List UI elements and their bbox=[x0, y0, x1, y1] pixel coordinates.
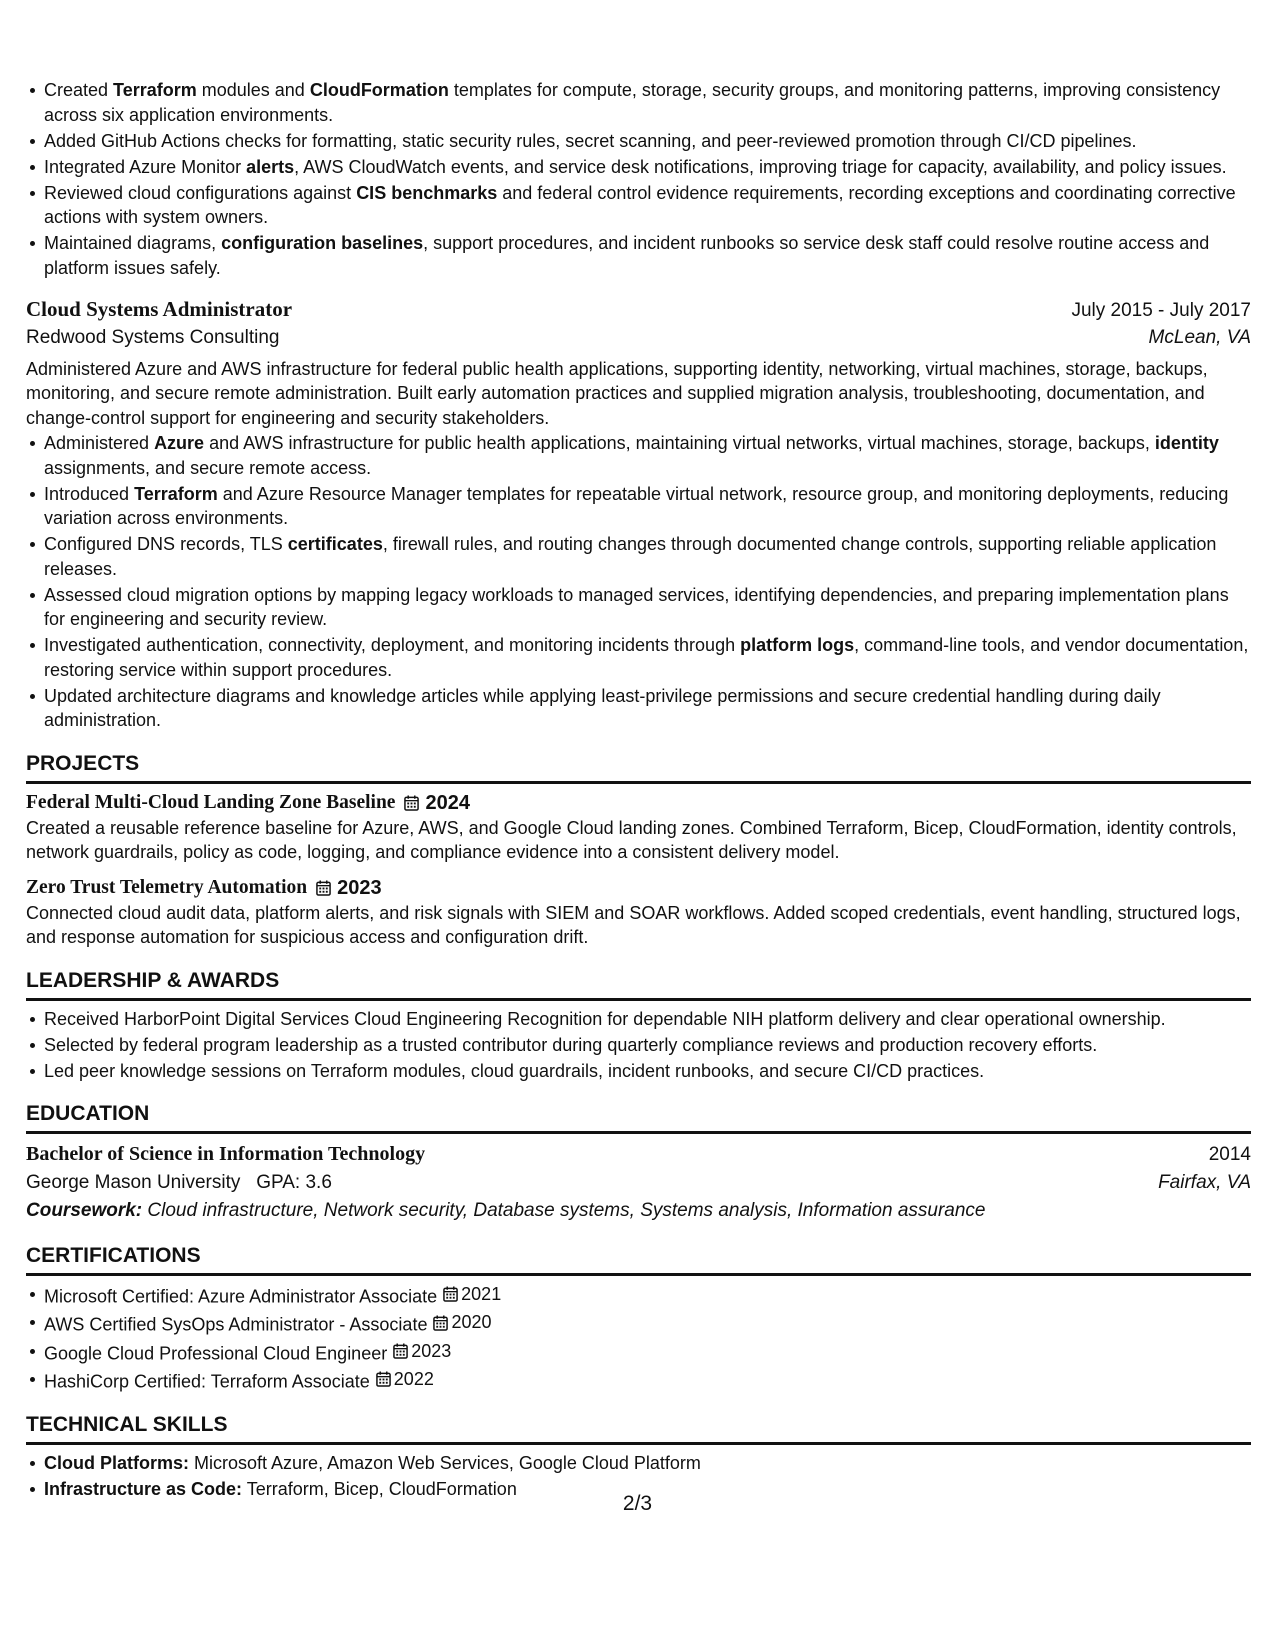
bullet-keyword: Terraform bbox=[113, 80, 197, 100]
bullet-text: Introduced bbox=[44, 483, 135, 504]
certification-year-group bbox=[393, 1339, 451, 1364]
project-year-group bbox=[404, 790, 470, 816]
job-dates: July 2015 - July 2017 bbox=[1071, 300, 1251, 321]
certification-year-group bbox=[376, 1367, 434, 1392]
certification-year: 2023 bbox=[411, 1340, 452, 1361]
bullet-text: assignments, and secure remote access. bbox=[44, 457, 372, 478]
bullet-text: , support procedures, and incident runbooks so service desk staff could resolve routine access and platform issues safely. bbox=[44, 233, 1210, 278]
project-title-row bbox=[26, 875, 1251, 901]
degree-title: Bachelor of Science in Information Technology bbox=[26, 1143, 426, 1165]
bullet-text: , firewall rules, and routing changes through documented change controls, supporting reliable application releases. bbox=[44, 534, 1217, 579]
bullet-text: templates for compute, storage, security groups, and monitoring patterns, improving consistency across six application environments. bbox=[44, 80, 1221, 125]
job-location: McLean, VA bbox=[1148, 326, 1251, 348]
calendar-icon bbox=[443, 1286, 458, 1302]
project-title: Zero Trust Telemetry Automation bbox=[26, 876, 308, 898]
certification-item bbox=[44, 1339, 1251, 1366]
bullet-text: Assessed cloud migration options by mapping legacy workloads to managed services, identifying dependencies, and preparing implementation plans for engineering and security review. bbox=[44, 584, 1229, 629]
certification-year: 2022 bbox=[393, 1368, 434, 1389]
prior-role-bullets bbox=[26, 78, 1251, 280]
bullet-item bbox=[44, 181, 1251, 230]
bullet-text: and federal control evidence requirements, recording exceptions and coordinating corrective actions with system owners. bbox=[44, 182, 1236, 227]
job-entry bbox=[26, 295, 1251, 733]
degree-year: 2014 bbox=[1208, 1144, 1251, 1165]
skill-label: Infrastructure as Code: bbox=[44, 1478, 243, 1499]
certification-name: HashiCorp Certified: Terraform Associate bbox=[44, 1371, 370, 1391]
award-item: Selected by federal program leadership as a trusted contributor during quarterly compliance reviews and production recovery efforts. bbox=[44, 1033, 1251, 1058]
skill-value: Microsoft Azure, Amazon Web Services, Google Cloud Platform bbox=[194, 1452, 701, 1473]
project-year: 2024 bbox=[425, 791, 470, 814]
coursework-label: Coursework: bbox=[26, 1200, 143, 1221]
bullet-text: Created bbox=[44, 80, 114, 100]
bullet-text: Reviewed cloud configurations against bbox=[44, 182, 357, 203]
job-title: Cloud Systems Administrator bbox=[26, 297, 293, 321]
calendar-icon bbox=[316, 880, 331, 896]
project-year-group bbox=[316, 875, 382, 901]
certification-name: Google Cloud Professional Cloud Engineer bbox=[44, 1342, 388, 1363]
project-description: Created a reusable reference baseline for Azure, AWS, and Google Cloud landing zones. Combined Terraform, Bicep, CloudFormation, identity controls, network guardrails, policy as code, logging, and compliance evidence into a consistent delivery model. bbox=[26, 817, 1237, 862]
bullet-item bbox=[44, 155, 1251, 180]
calendar-icon bbox=[433, 1315, 448, 1331]
certification-year-group bbox=[443, 1282, 501, 1307]
bullet-item bbox=[44, 684, 1251, 733]
award-item: Received HarborPoint Digital Services Cloud Engineering Recognition for dependable NIH platform delivery and clear operational ownership. bbox=[44, 1007, 1251, 1032]
school-name: George Mason University bbox=[26, 1172, 241, 1193]
award-item: Led peer knowledge sessions on Terraform modules, cloud guardrails, incident runbooks, and secure CI/CD practices. bbox=[44, 1059, 1251, 1084]
skill-value: Terraform, Bicep, CloudFormation bbox=[246, 1478, 517, 1499]
bullet-text: Added GitHub Actions checks for formatting, static security rules, secret scanning, and peer-reviewed promotion through CI/CD pipelines. bbox=[44, 130, 1137, 151]
bullet-keyword: CloudFormation bbox=[309, 80, 449, 100]
certifications-section bbox=[26, 1242, 1251, 1394]
certification-year-group bbox=[433, 1310, 491, 1335]
skills-section bbox=[26, 1411, 1251, 1502]
bullet-keyword: CIS benchmarks bbox=[356, 182, 498, 203]
bullet-item bbox=[44, 482, 1251, 531]
bullet-text: Administered bbox=[44, 433, 155, 453]
certification-name: Microsoft Certified: Azure Administrator Associate bbox=[44, 1286, 438, 1307]
bullet-text: Configured DNS records, TLS bbox=[44, 534, 288, 554]
bullet-keyword: alerts bbox=[246, 156, 295, 177]
bullet-text: , command-line tools, and vendor documentation, restoring service within support procedures. bbox=[44, 635, 1249, 680]
certification-name: AWS Certified SysOps Administrator - Associate bbox=[44, 1314, 428, 1335]
bullet-text: modules and bbox=[196, 80, 310, 100]
certification-item bbox=[44, 1367, 1251, 1394]
bullet-item bbox=[44, 129, 1251, 154]
project-description: Connected cloud audit data, platform alerts, and risk signals with SIEM and SOAR workflows. Added scoped credentials, event handling, structured logs, and response automation for suspicious access and configuration drift. bbox=[26, 902, 1241, 947]
education-section bbox=[26, 1100, 1251, 1225]
certification-year: 2021 bbox=[461, 1284, 502, 1304]
bullet-text: Investigated authentication, connectivity, deployment, and monitoring incidents through bbox=[44, 635, 741, 655]
bullet-item bbox=[44, 78, 1251, 127]
certification-item bbox=[44, 1310, 1251, 1337]
skill-item bbox=[44, 1451, 1251, 1476]
bullet-text: and AWS infrastructure for public health applications, maintaining virtual networks, virtual machines, storage, backups, bbox=[204, 433, 1155, 453]
bullet-keyword: Terraform bbox=[134, 483, 218, 504]
project-title: Federal Multi-Cloud Landing Zone Baseline bbox=[26, 791, 396, 813]
certification-year: 2020 bbox=[451, 1312, 492, 1333]
bullet-item bbox=[44, 532, 1251, 581]
coursework bbox=[26, 1197, 1251, 1225]
project-entry bbox=[26, 790, 1251, 865]
bullet-text: Integrated Azure Monitor bbox=[44, 156, 247, 177]
coursework-list: Cloud infrastructure, Network security, Database systems, Systems analysis, Information assurance bbox=[147, 1200, 986, 1221]
section-heading: CERTIFICATIONS bbox=[26, 1242, 1251, 1276]
bullet-text: Updated architecture diagrams and knowledge articles while applying least-privilege permissions and secure credential handling during daily administration. bbox=[44, 685, 1161, 730]
bullet-text: Maintained diagrams, bbox=[44, 233, 222, 253]
section-heading: TECHNICAL SKILLS bbox=[26, 1411, 1251, 1445]
section-heading: LEADERSHIP & AWARDS bbox=[26, 967, 1251, 1001]
school-location: Fairfax, VA bbox=[1158, 1172, 1251, 1193]
section-heading: EDUCATION bbox=[26, 1100, 1251, 1134]
bullet-text: and Azure Resource Manager templates for repeatable virtual network, resource group, and monitoring deployments, reducing variation across environments. bbox=[44, 483, 1229, 528]
project-entry bbox=[26, 875, 1251, 950]
job-company: Redwood Systems Consulting bbox=[26, 326, 280, 348]
project-year: 2023 bbox=[337, 876, 382, 899]
bullet-keyword: platform logs bbox=[740, 635, 855, 655]
bullet-text: , AWS CloudWatch events, and service desk notifications, improving triage for capacity, availability, and policy issues. bbox=[294, 156, 1227, 177]
section-heading: PROJECTS bbox=[26, 750, 1251, 784]
calendar-icon bbox=[376, 1371, 391, 1387]
bullet-item bbox=[44, 231, 1251, 280]
page-number: 2/3 bbox=[622, 1492, 653, 1515]
projects-section bbox=[26, 750, 1251, 950]
bullet-keyword: identity bbox=[1154, 433, 1219, 453]
job-summary: Administered Azure and AWS infrastructure for federal public health applications, supporting identity, networking, virtual machines, storage, backups, monitoring, and secure remote administration. Built early automation practices and supplied migration analysis, troubleshooting, documentation, and change-control support for engineering and security stakeholders. bbox=[26, 358, 1208, 428]
leadership-section bbox=[26, 967, 1251, 1084]
bullet-item bbox=[44, 583, 1251, 632]
bullet-keyword: certificates bbox=[287, 534, 383, 554]
job-bullets bbox=[26, 431, 1251, 733]
calendar-icon bbox=[393, 1343, 408, 1359]
project-title-row bbox=[26, 790, 1251, 816]
skill-label: Cloud Platforms: bbox=[44, 1452, 190, 1473]
bullet-keyword: configuration baselines bbox=[221, 233, 424, 253]
bullet-item bbox=[44, 431, 1251, 480]
resume-page bbox=[26, 78, 1251, 1503]
bullet-item bbox=[44, 633, 1251, 682]
bullet-keyword: Azure bbox=[154, 433, 205, 453]
gpa: GPA: 3.6 bbox=[256, 1172, 332, 1193]
certification-item bbox=[44, 1282, 1251, 1309]
calendar-icon bbox=[404, 795, 419, 811]
